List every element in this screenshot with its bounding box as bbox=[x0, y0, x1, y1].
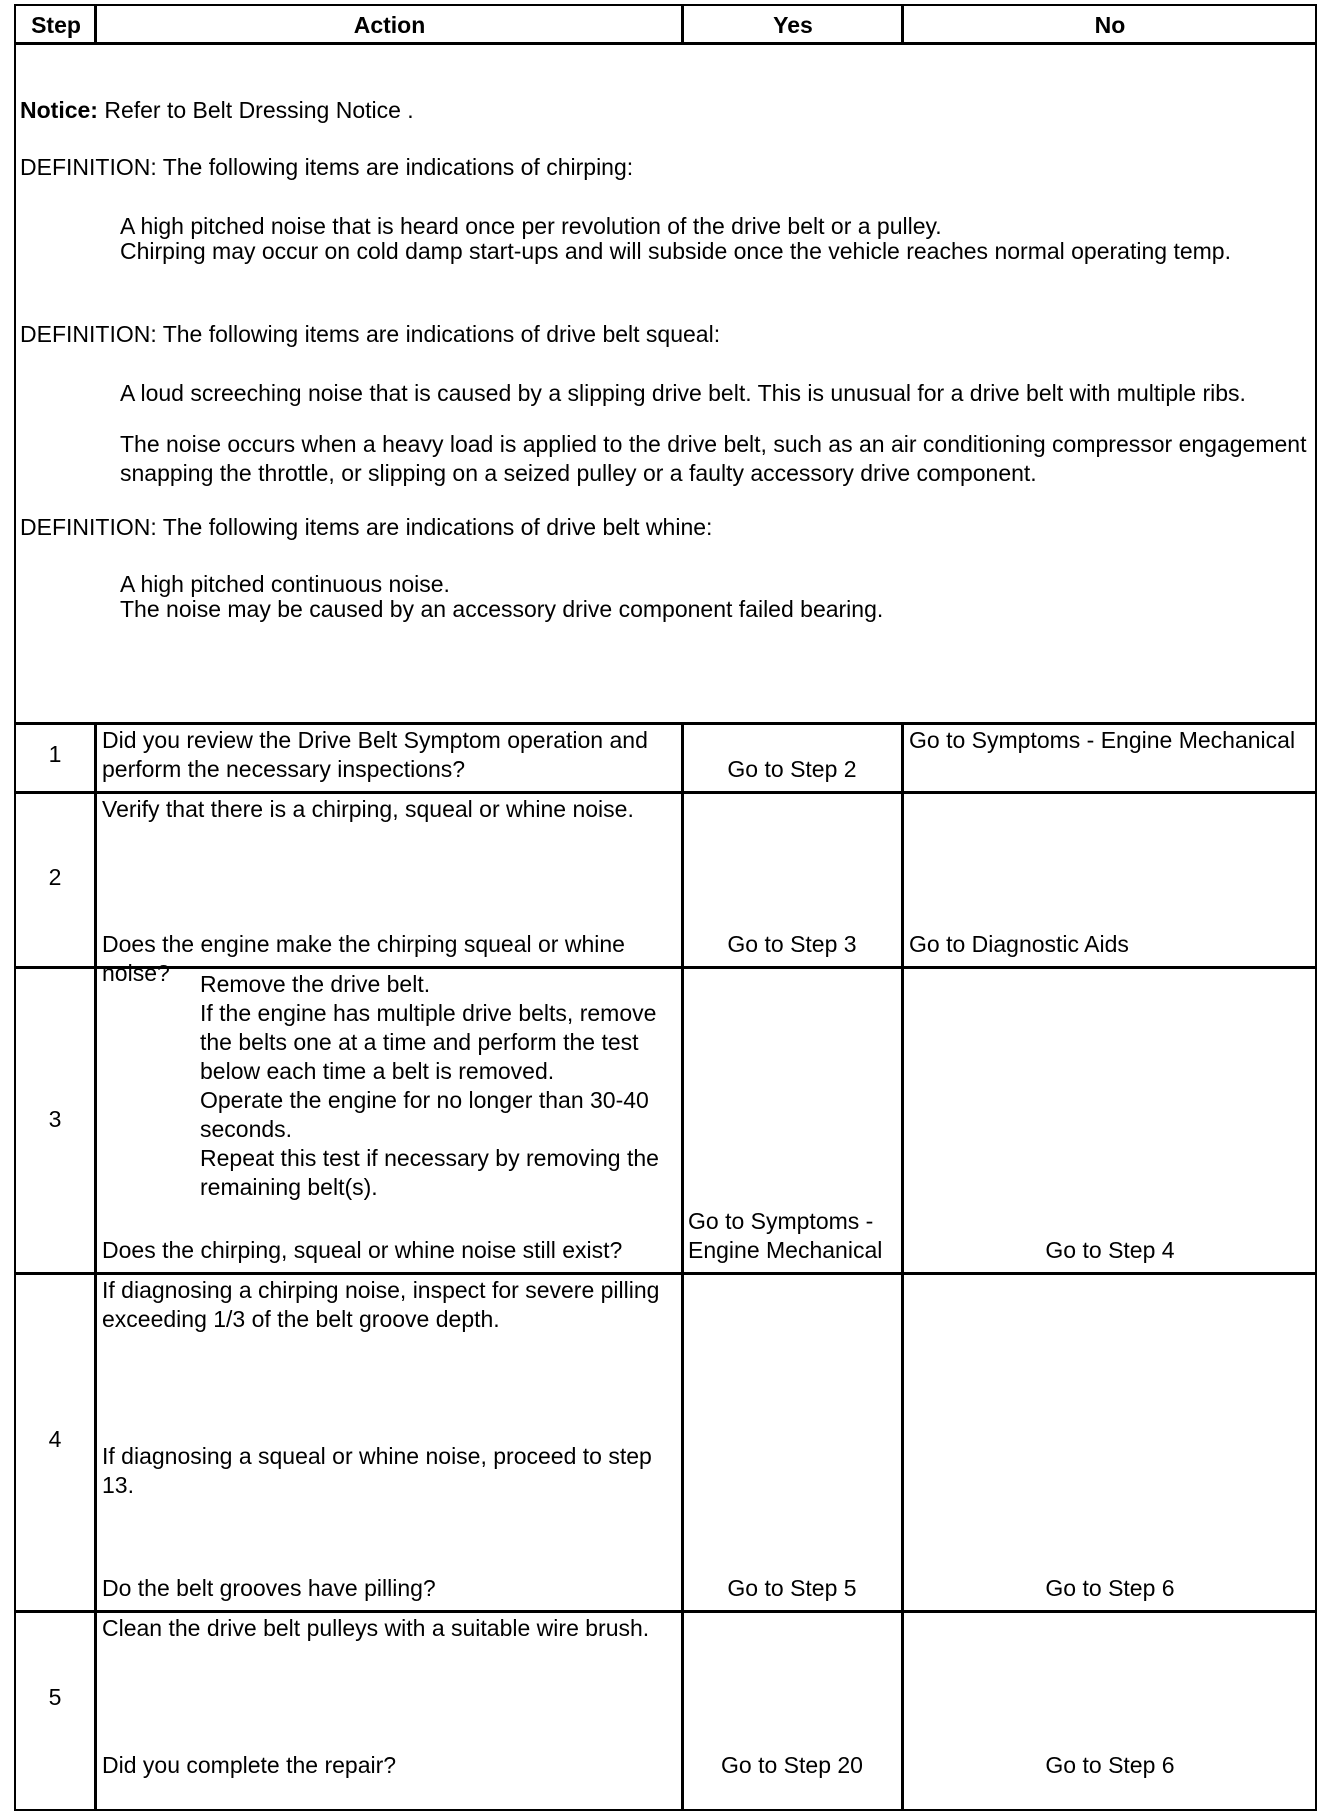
no-result: Go to Step 4 bbox=[1045, 1237, 1175, 1263]
divider bbox=[16, 42, 1315, 45]
step-action: If diagnosing a squeal or whine noise, proceed to step 13. bbox=[102, 1443, 652, 1498]
divider bbox=[16, 791, 1315, 794]
step-action: Operate the engine for no longer than 30-40 seconds. bbox=[200, 1087, 649, 1142]
step-number: 4 bbox=[48, 1426, 62, 1452]
divider bbox=[901, 6, 904, 44]
step-number: 3 bbox=[48, 1106, 62, 1132]
notes-section bbox=[16, 48, 1315, 736]
whine-item-2: The noise may be caused by an accessory drive component failed bearing. bbox=[120, 596, 884, 622]
definition-whine: DEFINITION: The following items are indications of drive belt whine: bbox=[20, 514, 713, 540]
chirping-item-2: Chirping may occur on cold damp start-ups and will subside once the vehicle reaches normal operating temp. bbox=[120, 238, 1231, 264]
diagnostic-table bbox=[14, 4, 1317, 1811]
notice-line bbox=[20, 96, 1311, 125]
whine-item-1: A high pitched continuous noise. bbox=[120, 571, 450, 597]
divider bbox=[16, 722, 1315, 725]
step-action: Remove the drive belt. bbox=[200, 971, 431, 997]
no-result: Go to Symptoms - Engine Mechanical bbox=[909, 727, 1296, 753]
divider bbox=[16, 1272, 1315, 1275]
step-number: 5 bbox=[48, 1684, 62, 1710]
definition-squeal: DEFINITION: The following items are indications of drive belt squeal: bbox=[20, 321, 721, 347]
notice-text: Refer to Belt Dressing Notice . bbox=[97, 97, 414, 123]
notice-label: Notice: bbox=[20, 97, 98, 123]
chirping-item-1: A high pitched noise that is heard once per revolution of the drive belt or a pulley. bbox=[120, 213, 942, 239]
divider bbox=[681, 6, 684, 44]
step-question: Does the chirping, squeal or whine noise still exist? bbox=[102, 1237, 623, 1263]
step-action: If diagnosing a chirping noise, inspect for severe pilling exceeding 1/3 of the belt groove depth. bbox=[102, 1277, 660, 1332]
definition-chirping: DEFINITION: The following items are indications of chirping: bbox=[20, 154, 634, 180]
no-result: Go to Diagnostic Aids bbox=[909, 931, 1129, 957]
step-action: If the engine has multiple drive belts, remove the belts one at a time and perform the test below each time a belt is removed. bbox=[200, 1000, 657, 1084]
header-yes: Yes bbox=[773, 12, 813, 38]
header-no: No bbox=[1094, 12, 1126, 38]
step-question: Does the engine make the chirping squeal or whine noise? bbox=[102, 931, 625, 986]
divider bbox=[16, 1610, 1315, 1613]
step-action: Repeat this test if necessary by removing the remaining belt(s). bbox=[200, 1145, 659, 1200]
no-result: Go to Step 6 bbox=[1045, 1752, 1175, 1778]
squeal-item-1: A loud screeching noise that is caused by a slipping drive belt. This is unusual for a drive belt with multiple ribs. bbox=[120, 380, 1246, 406]
step-action: Verify that there is a chirping, squeal or whine noise. bbox=[102, 796, 634, 822]
yes-result: Go to Step 2 bbox=[727, 756, 857, 782]
step-number: 2 bbox=[48, 864, 62, 890]
squeal-item-2: The noise occurs when a heavy load is applied to the drive belt, such as an air conditioning compressor engagement snapping the throttle, or slipping on a seized pulley or a faulty accessory drive component. bbox=[120, 431, 1307, 486]
step-question: Do the belt grooves have pilling? bbox=[102, 1575, 436, 1601]
step-number: 1 bbox=[48, 741, 62, 767]
yes-result: Go to Step 3 bbox=[727, 931, 857, 957]
yes-result: Go to Symptoms - Engine Mechanical bbox=[688, 1208, 883, 1263]
divider bbox=[94, 722, 97, 1810]
no-result: Go to Step 6 bbox=[1045, 1575, 1175, 1601]
yes-result: Go to Step 5 bbox=[727, 1575, 857, 1601]
step-action: Clean the drive belt pulleys with a suitable wire brush. bbox=[102, 1615, 650, 1641]
divider bbox=[901, 722, 904, 1810]
yes-result: Go to Step 20 bbox=[721, 1752, 863, 1778]
divider bbox=[681, 722, 684, 1810]
header-step: Step bbox=[31, 12, 81, 38]
step-question: Did you complete the repair? bbox=[102, 1752, 397, 1778]
divider bbox=[94, 6, 97, 44]
step-action: Did you review the Drive Belt Symptom operation and perform the necessary inspections? bbox=[102, 727, 648, 782]
header-action: Action bbox=[353, 12, 426, 38]
